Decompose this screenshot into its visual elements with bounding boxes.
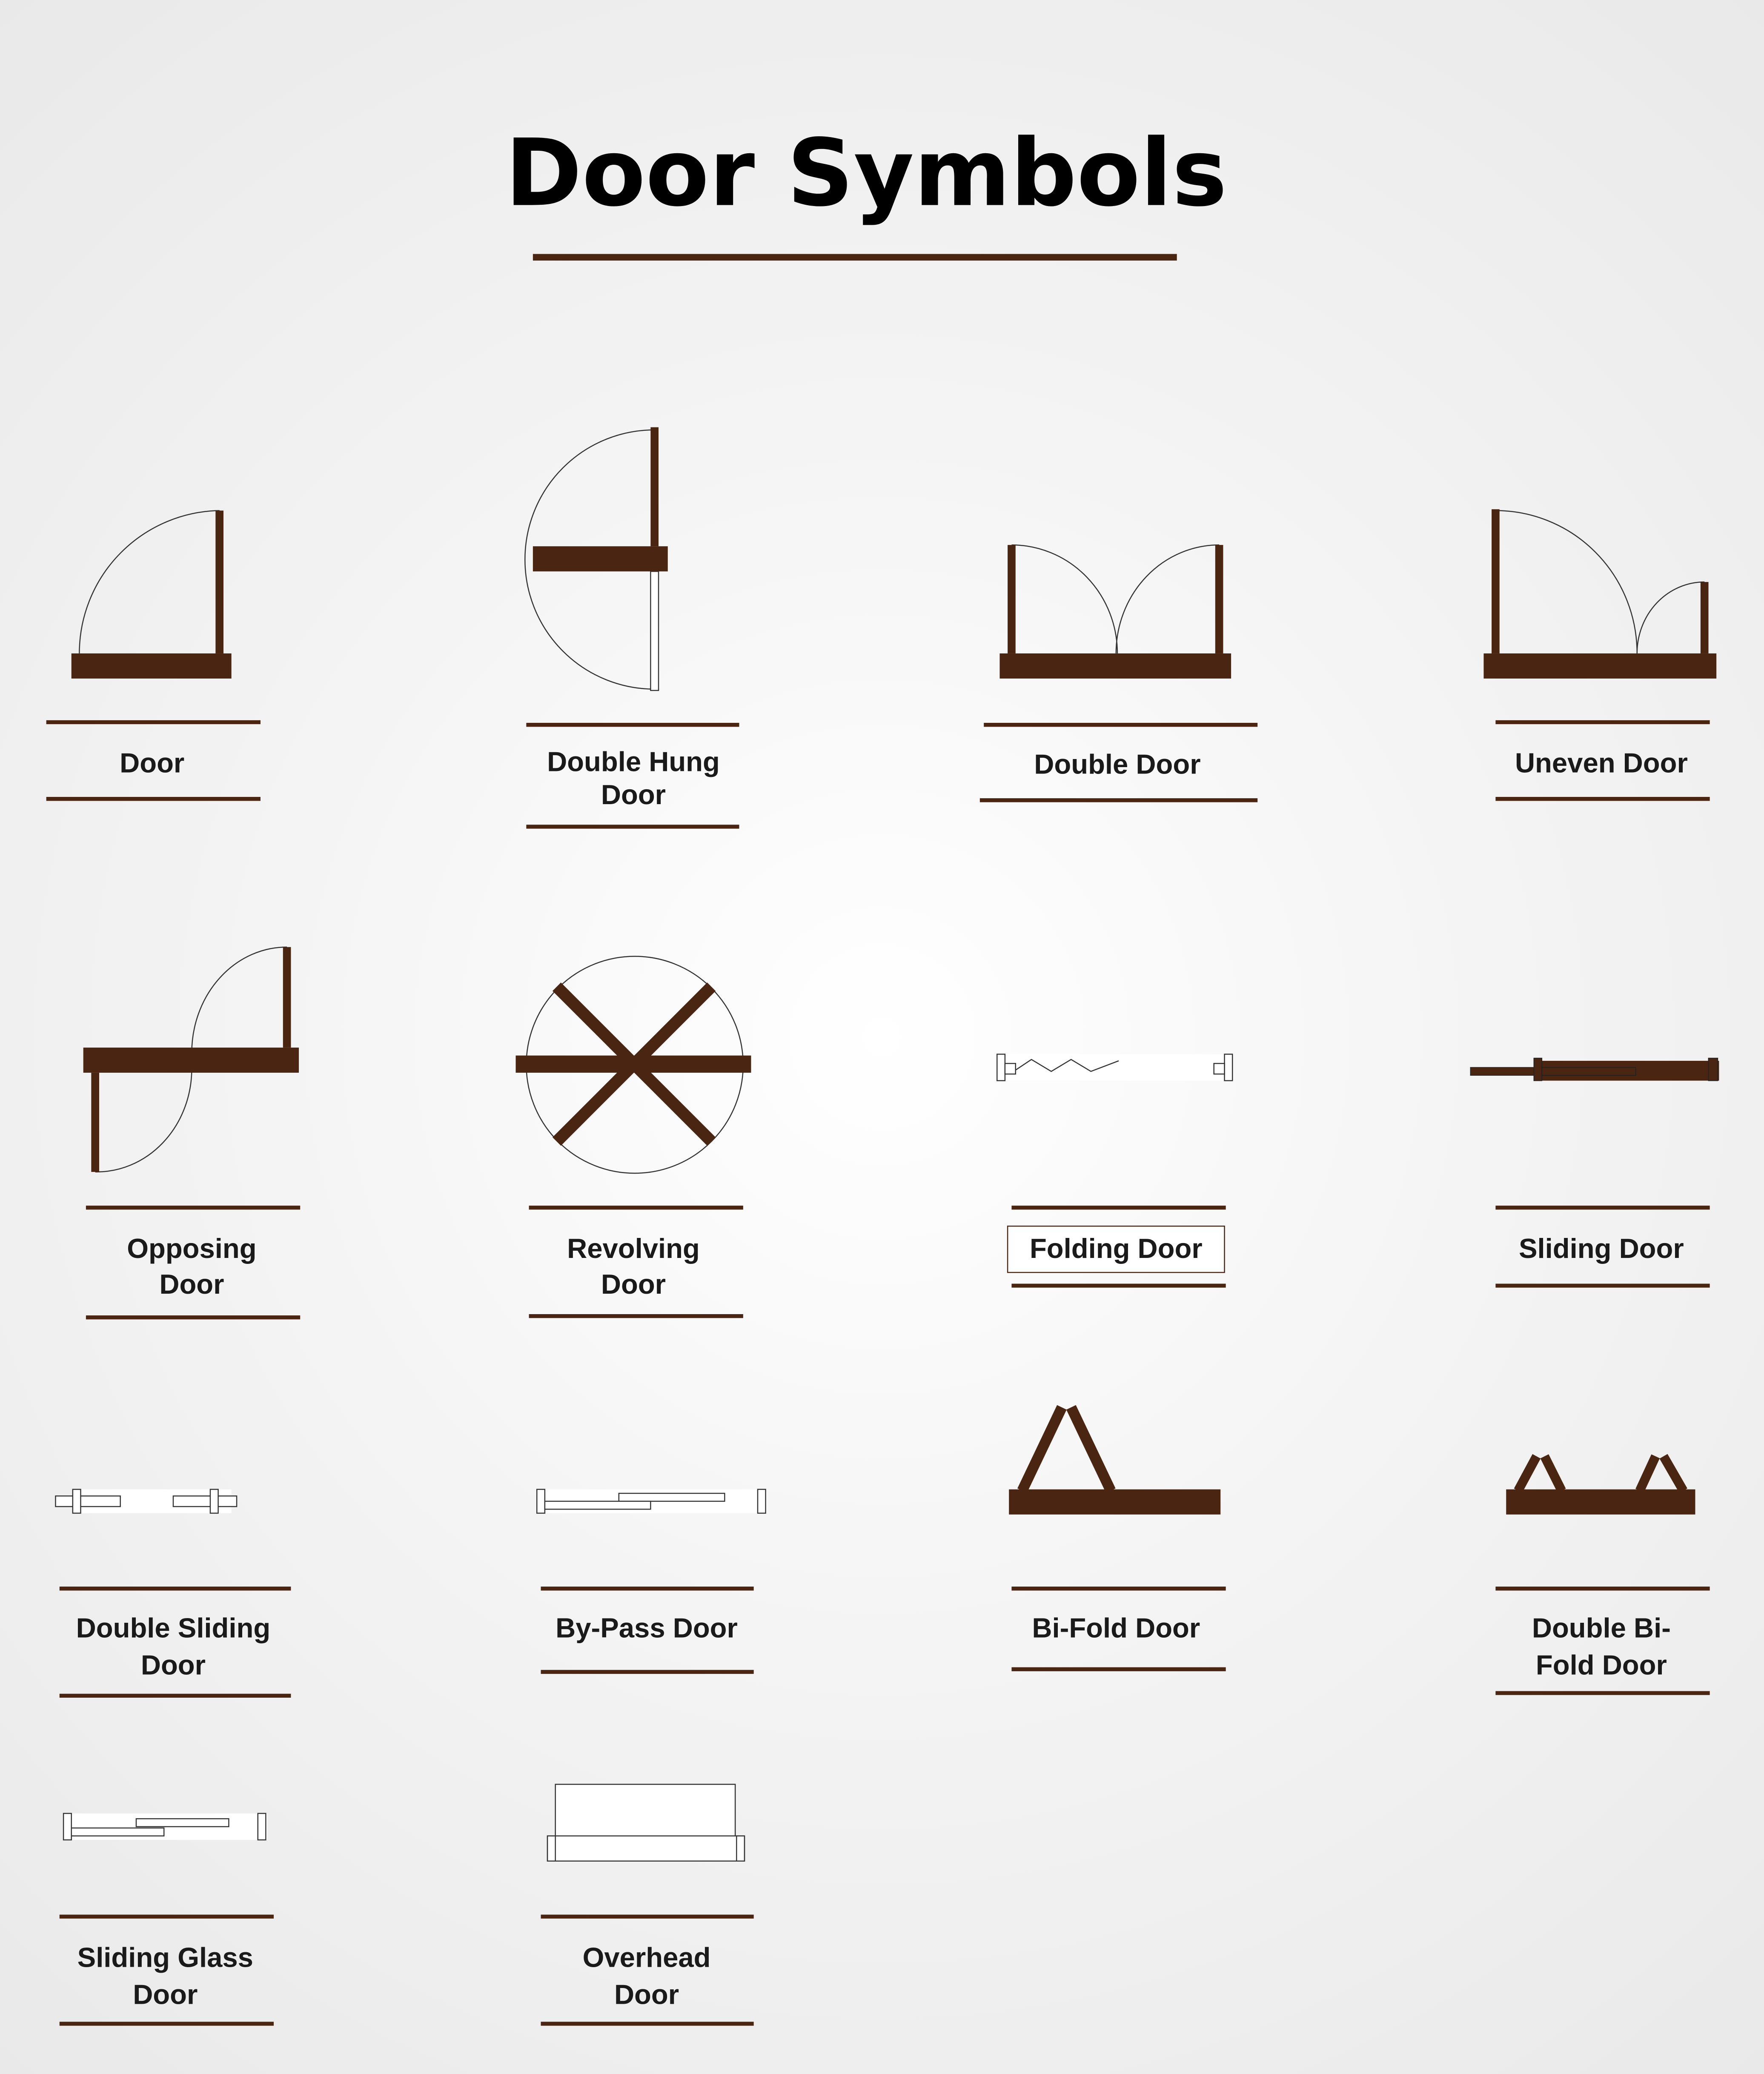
title-underline bbox=[533, 254, 1177, 261]
symbol-sliding-door bbox=[1470, 1058, 1719, 1286]
symbol-double-door bbox=[980, 545, 1257, 800]
symbol-door bbox=[46, 510, 261, 799]
label-double-door: Double Door bbox=[1034, 748, 1201, 780]
label-overhead-door-line2: Door bbox=[614, 1979, 679, 2010]
symbol-double-bi-fold-door bbox=[1495, 1456, 1710, 1693]
label-double-bi-fold-door-line1: Double Bi- bbox=[1532, 1612, 1671, 1644]
symbol-uneven-door bbox=[1483, 509, 1716, 799]
label-by-pass-door: By-Pass Door bbox=[556, 1612, 738, 1644]
label-double-bi-fold-door-line2: Fold Door bbox=[1535, 1649, 1667, 1681]
symbol-bi-fold-door bbox=[1009, 1407, 1226, 1669]
label-uneven-door: Uneven Door bbox=[1515, 747, 1688, 779]
label-double-sliding-door-line1: Double Sliding bbox=[76, 1612, 271, 1644]
symbol-by-pass-door bbox=[537, 1490, 767, 1672]
label-sliding-glass-door-line2: Door bbox=[133, 1979, 198, 2010]
symbol-double-sliding-door bbox=[55, 1490, 291, 1696]
label-revolving-door-line2: Door bbox=[601, 1268, 666, 1300]
symbol-revolving-door bbox=[516, 956, 751, 1316]
symbol-opposing-door bbox=[83, 947, 300, 1318]
label-revolving-door-line1: Revolving bbox=[567, 1232, 700, 1264]
symbol-folding-door bbox=[997, 1054, 1232, 1286]
label-bi-fold-door: Bi-Fold Door bbox=[1032, 1612, 1200, 1644]
label-sliding-door: Sliding Door bbox=[1519, 1232, 1684, 1264]
label-opposing-door-line1: Opposing bbox=[127, 1232, 257, 1264]
label-door: Door bbox=[120, 747, 185, 779]
symbol-overhead-door bbox=[541, 1785, 754, 2024]
page-title: Door Symbols bbox=[505, 119, 1227, 227]
label-overhead-door-line1: Overhead bbox=[582, 1942, 711, 1973]
symbol-double-hung-door bbox=[525, 427, 739, 827]
label-double-hung-door-line1: Double Hung bbox=[547, 746, 720, 777]
label-double-hung-door-line2: Door bbox=[601, 779, 666, 811]
label-double-sliding-door-line2: Door bbox=[140, 1649, 206, 1681]
label-folding-door: Folding Door bbox=[1029, 1232, 1203, 1264]
label-sliding-glass-door-line1: Sliding Glass bbox=[77, 1942, 253, 1973]
label-opposing-door-line2: Door bbox=[159, 1268, 224, 1300]
symbol-sliding-glass-door bbox=[60, 1813, 274, 2024]
